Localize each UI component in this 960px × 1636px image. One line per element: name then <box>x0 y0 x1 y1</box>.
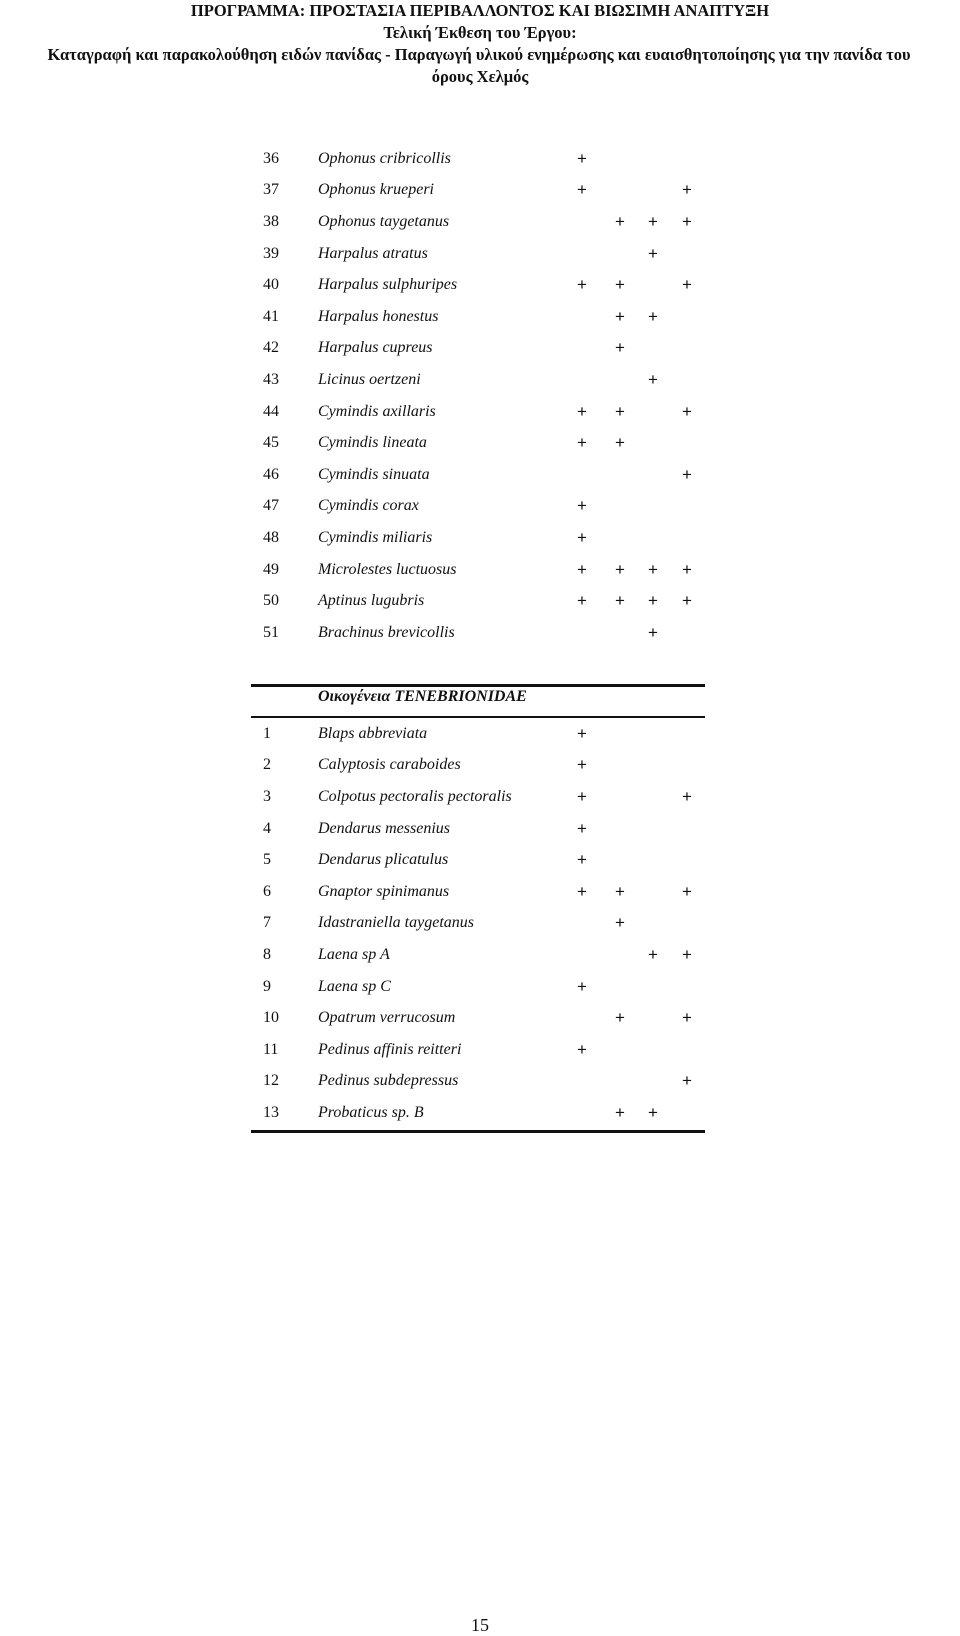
table-row <box>251 939 705 971</box>
presence-mark: + <box>682 464 692 484</box>
species-name: Cymindis axillaris <box>318 402 436 420</box>
row-number: 9 <box>263 977 271 995</box>
presence-mark: + <box>615 559 625 579</box>
row-number: 3 <box>263 787 271 805</box>
species-name: Harpalus atratus <box>318 244 428 262</box>
presence-mark: + <box>615 306 625 326</box>
presence-mark: + <box>615 913 625 933</box>
table-row <box>251 269 705 301</box>
row-number: 45 <box>263 434 279 452</box>
presence-mark: + <box>577 786 587 806</box>
row-number: 42 <box>263 339 279 357</box>
species-name: Harpalus cupreus <box>318 339 433 357</box>
presence-mark: + <box>577 496 587 516</box>
header-report-line: Τελική Έκθεση του Έργου: <box>383 23 577 42</box>
presence-mark: + <box>682 1008 692 1028</box>
species-name: Probaticus sp. B <box>318 1103 424 1121</box>
species-table-tenebrionidae <box>251 718 705 1129</box>
presence-mark: + <box>577 723 587 743</box>
presence-mark: + <box>577 818 587 838</box>
table-row <box>251 206 705 238</box>
presence-mark: + <box>682 944 692 964</box>
table-row <box>251 238 705 270</box>
table-row <box>251 971 705 1003</box>
table-row <box>251 1066 705 1098</box>
presence-mark: + <box>648 944 658 964</box>
presence-mark: + <box>577 433 587 453</box>
table-row <box>251 364 705 396</box>
row-number: 1 <box>263 724 271 742</box>
table-row <box>251 427 705 459</box>
presence-mark: + <box>577 148 587 168</box>
species-name: Licinus oertzeni <box>318 370 421 388</box>
presence-mark: + <box>648 306 658 326</box>
row-number: 38 <box>263 212 279 230</box>
table-row <box>251 813 705 845</box>
row-number: 43 <box>263 370 279 388</box>
species-name: Harpalus sulphuripes <box>318 276 458 294</box>
table-row <box>251 1002 705 1034</box>
presence-mark: + <box>682 401 692 421</box>
table-row <box>251 617 705 649</box>
header-program-line: ΠΡΟΓΡΑΜΜΑ: ΠΡΟΣΤΑΣΙΑ ΠΕΡΙΒΑΛΛΟΝΤΟΣ ΚΑΙ ΒΙΩΣΙΜΗ ΑΝΑΠΤΥΞΗ <box>190 1 770 20</box>
species-name: Cymindis sinuata <box>318 465 430 483</box>
presence-mark: + <box>682 881 692 901</box>
row-number: 51 <box>263 623 279 641</box>
row-number: 13 <box>263 1103 279 1121</box>
species-name: Laena sp C <box>318 977 391 995</box>
row-number: 8 <box>263 945 271 963</box>
table-row <box>251 585 705 617</box>
row-number: 49 <box>263 560 279 578</box>
species-name: Laena sp A <box>318 945 390 963</box>
species-name: Cymindis miliaris <box>318 528 433 546</box>
species-name: Brachinus brevicollis <box>318 623 455 641</box>
presence-mark: + <box>648 211 658 231</box>
presence-mark: + <box>615 401 625 421</box>
presence-mark: + <box>577 559 587 579</box>
row-number: 40 <box>263 276 279 294</box>
table-row <box>251 844 705 876</box>
row-number: 41 <box>263 307 279 325</box>
presence-mark: + <box>682 211 692 231</box>
row-number: 39 <box>263 244 279 262</box>
presence-mark: + <box>615 1008 625 1028</box>
table-row <box>251 522 705 554</box>
species-name: Gnaptor spinimanus <box>318 882 450 900</box>
presence-mark: + <box>577 527 587 547</box>
presence-mark: + <box>577 401 587 421</box>
presence-mark: + <box>577 275 587 295</box>
table-row <box>251 1097 705 1129</box>
row-number: 37 <box>263 181 279 199</box>
presence-mark: + <box>615 881 625 901</box>
presence-mark: + <box>682 275 692 295</box>
row-number: 5 <box>263 851 271 869</box>
presence-mark: + <box>682 786 692 806</box>
table-row <box>251 718 705 750</box>
species-name: Opatrum verrucosum <box>318 1009 456 1027</box>
page-number: 15 <box>471 1615 489 1635</box>
species-name: Ophonus taygetanus <box>318 212 450 230</box>
table-row <box>251 1034 705 1066</box>
presence-mark: + <box>615 591 625 611</box>
species-name: Pedinus subdepressus <box>318 1072 459 1090</box>
presence-mark: + <box>577 591 587 611</box>
row-number: 4 <box>263 819 271 837</box>
header-project-title-cont: όρους Χελμός <box>431 67 529 86</box>
row-number: 10 <box>263 1009 279 1027</box>
species-name: Blaps abbreviata <box>318 724 428 742</box>
presence-mark: + <box>577 755 587 775</box>
table-row <box>251 459 705 491</box>
table-row <box>251 491 705 523</box>
presence-mark: + <box>577 850 587 870</box>
species-name: Cymindis lineata <box>318 434 427 452</box>
presence-mark: + <box>682 1071 692 1091</box>
presence-mark: + <box>615 433 625 453</box>
document-header <box>0 0 960 88</box>
species-name: Colpotus pectoralis pectoralis <box>318 787 512 805</box>
header-project-title: Καταγραφή και παρακολούθηση ειδών πανίδας - Παραγωγή υλικού ενημέρωσης και ευαισθητοποίησης για την πανίδα του <box>47 45 911 64</box>
species-name: Dendarus messenius <box>318 819 450 837</box>
row-number: 50 <box>263 592 279 610</box>
row-number: 44 <box>263 402 279 420</box>
species-name: Harpalus honestus <box>318 307 439 325</box>
species-name: Aptinus lugubris <box>318 592 425 610</box>
species-name: Calyptosis caraboides <box>318 756 461 774</box>
row-number: 2 <box>263 756 271 774</box>
species-name: Pedinus affinis reitteri <box>318 1040 462 1058</box>
presence-mark: + <box>648 559 658 579</box>
species-table-carabidae-continued <box>251 143 705 649</box>
species-name: Ophonus cribricollis <box>318 149 451 167</box>
presence-mark: + <box>615 338 625 358</box>
row-number: 6 <box>263 882 271 900</box>
table-row <box>251 876 705 908</box>
species-name: Dendarus plicatulus <box>318 851 449 869</box>
presence-mark: + <box>615 211 625 231</box>
table-row <box>251 301 705 333</box>
table-row <box>251 554 705 586</box>
row-number: 46 <box>263 465 279 483</box>
table-bottom-rule <box>251 1130 705 1133</box>
species-name: Microlestes luctuosus <box>318 560 457 578</box>
presence-mark: + <box>615 275 625 295</box>
presence-mark: + <box>577 180 587 200</box>
row-number: 12 <box>263 1072 279 1090</box>
table-row <box>251 781 705 813</box>
table-row <box>251 175 705 207</box>
presence-mark: + <box>577 881 587 901</box>
presence-mark: + <box>682 591 692 611</box>
table-row <box>251 333 705 365</box>
presence-mark: + <box>648 622 658 642</box>
family-title: Οικογένεια TENEBRIONIDAE <box>318 688 527 705</box>
presence-mark: + <box>648 591 658 611</box>
species-name: Ophonus krueperi <box>318 181 434 199</box>
presence-mark: + <box>577 976 587 996</box>
table-row <box>251 143 705 175</box>
row-number: 48 <box>263 528 279 546</box>
table-row <box>251 908 705 940</box>
presence-mark: + <box>648 243 658 263</box>
presence-mark: + <box>648 1102 658 1122</box>
species-name: Idastraniella taygetanus <box>318 914 474 932</box>
presence-mark: + <box>577 1039 587 1059</box>
species-name: Cymindis corax <box>318 497 419 515</box>
presence-mark: + <box>682 559 692 579</box>
row-number: 7 <box>263 914 271 932</box>
row-number: 11 <box>263 1040 279 1058</box>
table-row <box>251 750 705 782</box>
presence-mark: + <box>615 1102 625 1122</box>
row-number: 47 <box>263 497 279 515</box>
presence-mark: + <box>682 180 692 200</box>
row-number: 36 <box>263 149 279 167</box>
presence-mark: + <box>648 369 658 389</box>
table-top-rule <box>251 684 705 687</box>
table-row <box>251 396 705 428</box>
